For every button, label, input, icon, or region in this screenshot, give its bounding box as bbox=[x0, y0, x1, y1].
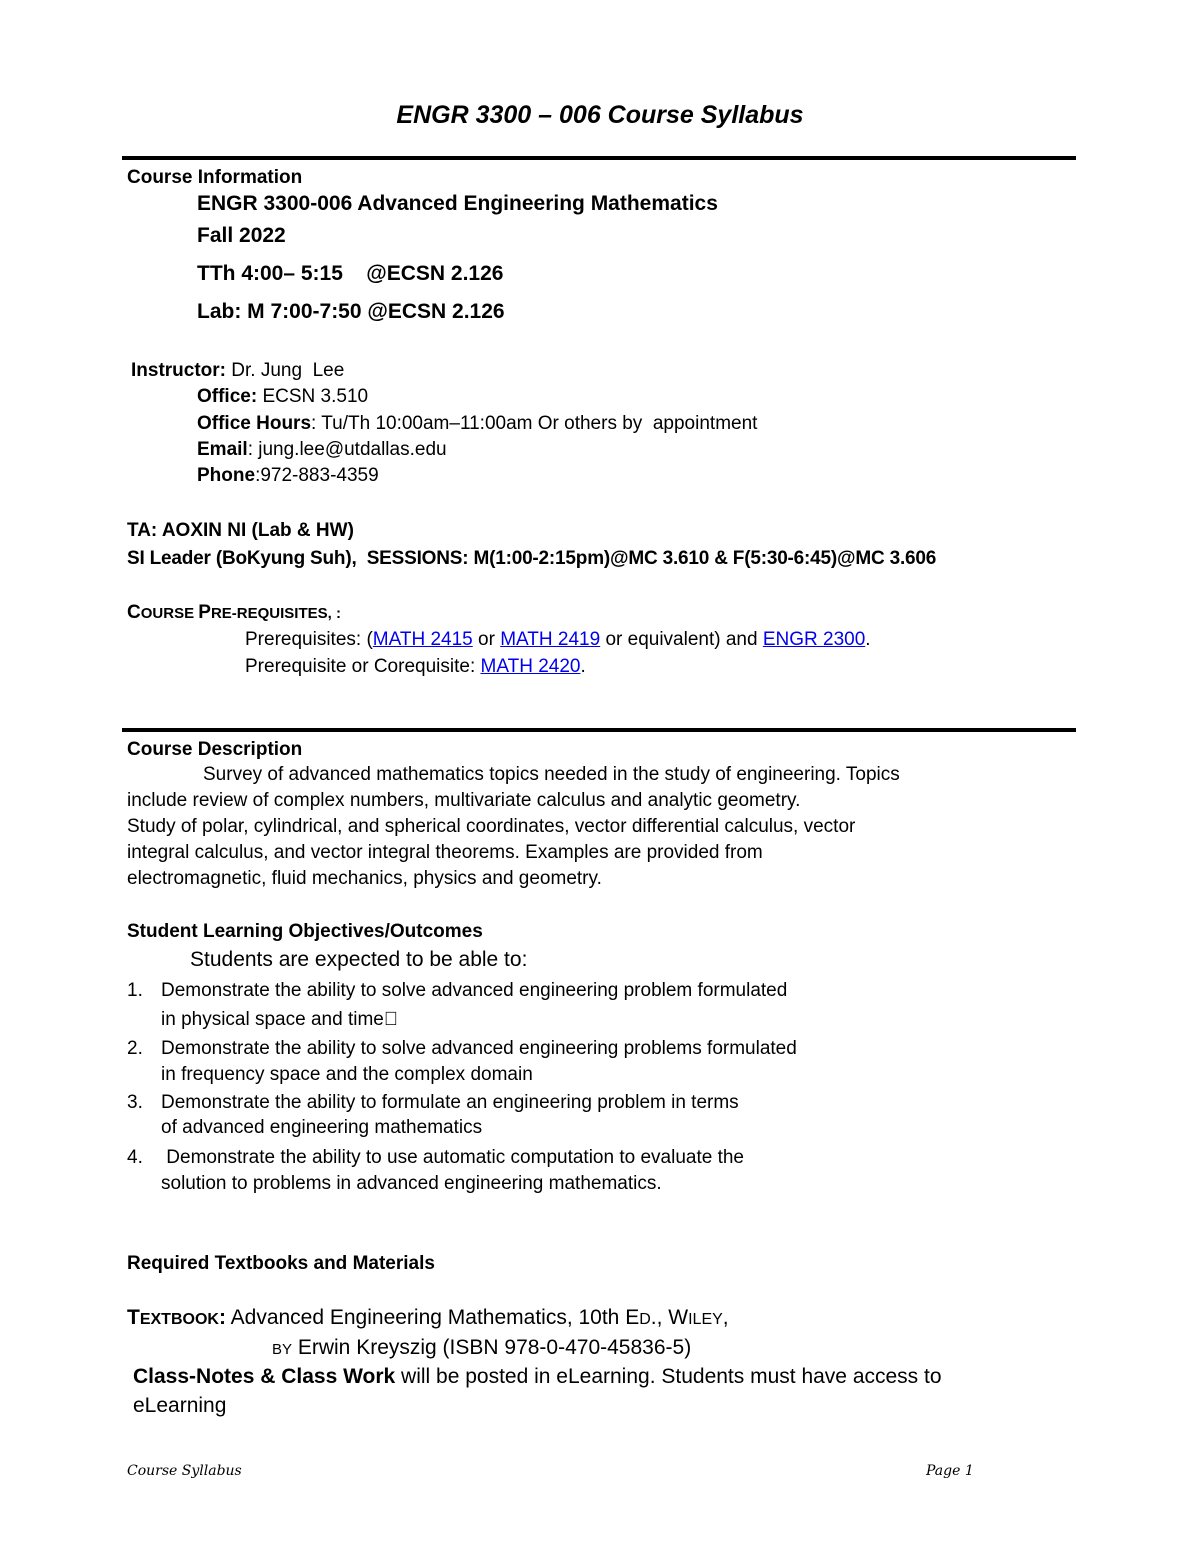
office-line bbox=[197, 386, 368, 408]
prereq-heading-ourse: OURSE bbox=[140, 605, 199, 622]
prereq-line-1 bbox=[245, 629, 871, 651]
textbook-author-line bbox=[272, 1336, 691, 1360]
textbook-line bbox=[127, 1306, 729, 1330]
office-hours-value: : Tu/Th 10:00am–11:00am Or others by appointment bbox=[311, 413, 758, 434]
instructor-line bbox=[131, 360, 344, 382]
description-line: electromagnetic, fluid mechanics, physics and geometry. bbox=[127, 868, 602, 889]
math-2419-link[interactable]: MATH 2419 bbox=[500, 629, 601, 650]
coreq-period: . bbox=[580, 656, 586, 677]
math-2420-link[interactable]: MATH 2420 bbox=[480, 656, 581, 677]
email-line bbox=[197, 439, 447, 461]
prereq-heading-rest: RE-REQUISITES, : bbox=[210, 605, 341, 622]
ta-line: TA: AOXIN NI (Lab & HW) bbox=[127, 520, 354, 541]
course-term: Fall 2022 bbox=[197, 224, 286, 247]
footer-page-number: Page 1 bbox=[926, 1463, 974, 1479]
objective-line: of advanced engineering mathematics bbox=[161, 1117, 483, 1138]
coreq-text: Prerequisite or Corequisite: bbox=[245, 656, 481, 677]
description-line: include review of complex numbers, multivariate calculus and analytic geometry. bbox=[127, 790, 801, 811]
course-info-heading: Course Information bbox=[127, 167, 303, 188]
lab-time: Lab: M 7:00-7:50 @ECSN 2.126 bbox=[197, 300, 505, 323]
objective-line: Demonstrate the ability to use automatic computation to evaluate the bbox=[161, 1147, 744, 1168]
classnotes-bold: Class-Notes & Class Work bbox=[133, 1365, 396, 1388]
objective-line: Demonstrate the ability to formulate an engineering problem in terms bbox=[161, 1092, 739, 1113]
objective-line: in physical space and time bbox=[161, 1009, 384, 1030]
textbook-by: BY bbox=[272, 1341, 293, 1358]
description-heading: Course Description bbox=[127, 739, 303, 760]
objective-number: 2. bbox=[127, 1038, 143, 1059]
top-divider bbox=[122, 156, 1076, 160]
objective-line: in frequency space and the complex domain bbox=[161, 1064, 533, 1085]
email-value[interactable]: : jung.lee@utdallas.edu bbox=[247, 439, 447, 460]
textbook-end: , bbox=[722, 1306, 729, 1329]
footer-left: Course Syllabus bbox=[127, 1463, 242, 1479]
course-name: ENGR 3300-006 Advanced Engineering Mathematics bbox=[197, 192, 718, 215]
si-leader-line: SI Leader (BoKyung Suh), SESSIONS: M(1:00-2:15pm)@MC 3.610 & F(5:30-6:45)@MC 3.606 bbox=[127, 548, 937, 569]
office-hours-label: Office Hours bbox=[197, 413, 312, 434]
textbook-comma: ., W bbox=[650, 1306, 689, 1329]
objective-line: Demonstrate the ability to solve advanced engineering problems formulated bbox=[161, 1038, 797, 1059]
instructor-label: Instructor: bbox=[131, 360, 226, 381]
objective-number: 3. bbox=[127, 1092, 143, 1113]
math-2415-link[interactable]: MATH 2415 bbox=[372, 629, 473, 650]
page-title: ENGR 3300 – 006 Course Syllabus bbox=[396, 101, 804, 129]
lecture-time: TTh 4:00– 5:15 @ECSN 2.126 bbox=[197, 262, 504, 285]
prereq-heading bbox=[127, 602, 341, 624]
description-line: integral calculus, and vector integral theorems. Examples are provided from bbox=[127, 842, 763, 863]
office-value: ECSN 3.510 bbox=[257, 386, 369, 407]
textbook-label-colon: : bbox=[218, 1306, 226, 1329]
middle-divider bbox=[122, 728, 1076, 732]
description-line: Survey of advanced mathematics topics needed in the study of engineering. Topics bbox=[203, 764, 900, 785]
prereq-text-mid: or equivalent) and bbox=[600, 629, 763, 650]
phone-label: Phone bbox=[197, 465, 256, 486]
textbook-label-rest: EXTBOOK bbox=[139, 1311, 219, 1328]
classnotes-line-2: eLearning bbox=[133, 1394, 227, 1417]
textbook-author: Erwin Kreyszig (ISBN 978-0-470-45836-5) bbox=[292, 1336, 692, 1359]
instructor-name: Dr. Jung Lee bbox=[226, 360, 345, 381]
office-hours-line bbox=[197, 413, 757, 435]
office-label: Office: bbox=[197, 386, 258, 407]
textbook-ed-d: D bbox=[639, 1311, 651, 1328]
engr-2300-link[interactable]: ENGR 2300 bbox=[762, 629, 866, 650]
email-label: Email bbox=[197, 439, 248, 460]
prereq-heading-c: C bbox=[127, 602, 141, 623]
prereq-period: . bbox=[865, 629, 871, 650]
textbook-publisher: ILEY bbox=[688, 1311, 723, 1328]
objective-number: 1. bbox=[127, 980, 143, 1001]
phone-line bbox=[197, 465, 379, 487]
textbooks-heading: Required Textbooks and Materials bbox=[127, 1253, 435, 1274]
classnotes-line bbox=[133, 1365, 942, 1389]
objective-number: 4. bbox=[127, 1147, 143, 1168]
prereq-heading-p: P bbox=[198, 602, 211, 623]
prereq-text: Prerequisites: ( bbox=[245, 629, 373, 650]
textbook-label-t: T bbox=[127, 1306, 140, 1329]
classnotes-text: will be posted in eLearning. Students must have access to bbox=[395, 1365, 942, 1388]
objectives-intro: Students are expected to be able to: bbox=[190, 948, 528, 971]
objective-line: solution to problems in advanced engineering mathematics. bbox=[161, 1173, 662, 1194]
phone-value: :972-883-4359 bbox=[255, 465, 379, 486]
textbook-title: Advanced Engineering Mathematics, 10th E bbox=[225, 1306, 640, 1329]
prereq-line-2 bbox=[245, 656, 586, 678]
prereq-or: or bbox=[472, 629, 501, 650]
objectives-heading: Student Learning Objectives/Outcomes bbox=[127, 921, 483, 942]
description-line: Study of polar, cylindrical, and spherical coordinates, vector differential calculus, vector bbox=[127, 816, 856, 837]
objective-line: Demonstrate the ability to solve advanced engineering problem formulated bbox=[161, 980, 788, 1001]
